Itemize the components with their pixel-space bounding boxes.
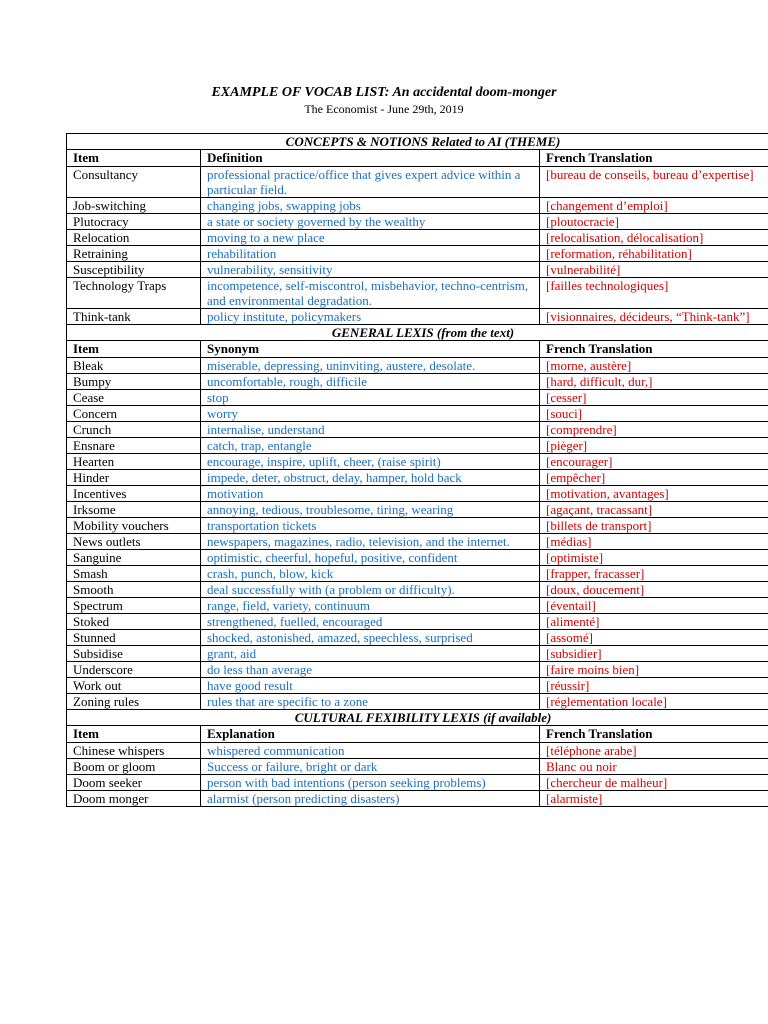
cell-definition: uncomfortable, rough, difficile xyxy=(201,374,540,390)
cell-item: Smooth xyxy=(67,582,201,598)
cell-french: [doux, doucement] xyxy=(540,582,768,598)
column-header-definition: Synonym xyxy=(201,341,540,358)
table-row xyxy=(67,374,768,390)
section-heading-row xyxy=(67,134,768,150)
column-header-french: French Translation xyxy=(540,341,768,358)
cell-item: Incentives xyxy=(67,486,201,502)
cell-definition: range, field, variety, continuum xyxy=(201,598,540,614)
cell-item: Smash xyxy=(67,566,201,582)
table-row xyxy=(67,422,768,438)
table-row xyxy=(67,502,768,518)
table-row xyxy=(67,791,768,807)
table-row xyxy=(67,534,768,550)
cell-french: [alarmiste] xyxy=(540,791,768,807)
table-row xyxy=(67,630,768,646)
cell-definition: rehabilitation xyxy=(201,246,540,262)
cell-french: [réglementation locale] xyxy=(540,694,768,710)
table-row xyxy=(67,470,768,486)
cell-definition: grant, aid xyxy=(201,646,540,662)
cell-definition: stop xyxy=(201,390,540,406)
table-row xyxy=(67,566,768,582)
cell-item: Relocation xyxy=(67,230,201,246)
cell-item: Mobility vouchers xyxy=(67,518,201,534)
table-row xyxy=(67,775,768,791)
cell-definition: shocked, astonished, amazed, speechless, surprised xyxy=(201,630,540,646)
cell-french: [failles technologiques] xyxy=(540,278,768,309)
cell-french: [subsidier] xyxy=(540,646,768,662)
cell-french: [visionnaires, décideurs, “Think-tank”] xyxy=(540,309,768,325)
cell-definition: optimistic, cheerful, hopeful, positive, confident xyxy=(201,550,540,566)
cell-definition: annoying, tedious, troublesome, tiring, wearing xyxy=(201,502,540,518)
cell-definition: strengthened, fuelled, encouraged xyxy=(201,614,540,630)
cell-item: Ensnare xyxy=(67,438,201,454)
cell-item: Irksome xyxy=(67,502,201,518)
cell-definition: crash, punch, blow, kick xyxy=(201,566,540,582)
cell-item: Stoked xyxy=(67,614,201,630)
table-row xyxy=(67,198,768,214)
cell-item: Bleak xyxy=(67,358,201,374)
cell-item: Job-switching xyxy=(67,198,201,214)
cell-french: [faire moins bien] xyxy=(540,662,768,678)
cell-item: News outlets xyxy=(67,534,201,550)
cell-definition: whispered communication xyxy=(201,743,540,759)
cell-definition: person with bad intentions (person seeking problems) xyxy=(201,775,540,791)
cell-item: Susceptibility xyxy=(67,262,201,278)
cell-item: Bumpy xyxy=(67,374,201,390)
section-heading: CONCEPTS & NOTIONS Related to AI (THEME) xyxy=(67,134,768,150)
cell-definition: alarmist (person predicting disasters) xyxy=(201,791,540,807)
cell-french: [relocalisation, délocalisation] xyxy=(540,230,768,246)
column-header-item: Item xyxy=(67,150,201,167)
table-row xyxy=(67,518,768,534)
cell-definition: incompetence, self-miscontrol, misbehavior, techno-centrism, and environmental degradation. xyxy=(201,278,540,309)
cell-definition: deal successfully with (a problem or difficulty). xyxy=(201,582,540,598)
cell-item: Concern xyxy=(67,406,201,422)
table-row xyxy=(67,662,768,678)
cell-french: [comprendre] xyxy=(540,422,768,438)
section-heading: CULTURAL FEXIBILITY LEXIS (if available) xyxy=(67,710,768,726)
cell-french: [bureau de conseils, bureau d’expertise] xyxy=(540,167,768,198)
cell-definition: have good result xyxy=(201,678,540,694)
table-row xyxy=(67,454,768,470)
cell-item: Hearten xyxy=(67,454,201,470)
column-header-definition: Explanation xyxy=(201,726,540,743)
table-row xyxy=(67,390,768,406)
table-row xyxy=(67,167,768,198)
section-heading-row xyxy=(67,325,768,341)
cell-french: [éventail] xyxy=(540,598,768,614)
cell-item: Doom seeker xyxy=(67,775,201,791)
table-row xyxy=(67,743,768,759)
vocab-table xyxy=(66,133,768,807)
cell-french: [motivation, avantages] xyxy=(540,486,768,502)
cell-french: [encourager] xyxy=(540,454,768,470)
page-subtitle: The Economist - June 29th, 2019 xyxy=(304,102,464,116)
table-row xyxy=(67,598,768,614)
cell-french: [vulnerabilité] xyxy=(540,262,768,278)
table-row xyxy=(67,759,768,775)
table-row xyxy=(67,438,768,454)
table-row xyxy=(67,406,768,422)
cell-definition: moving to a new place xyxy=(201,230,540,246)
cell-definition: miserable, depressing, uninviting, austere, desolate. xyxy=(201,358,540,374)
cell-item: Underscore xyxy=(67,662,201,678)
cell-item: Spectrum xyxy=(67,598,201,614)
cell-item: Stunned xyxy=(67,630,201,646)
cell-definition: a state or society governed by the wealthy xyxy=(201,214,540,230)
table-row xyxy=(67,486,768,502)
column-header-french: French Translation xyxy=(540,726,768,743)
cell-item: Hinder xyxy=(67,470,201,486)
cell-french: [alimenté] xyxy=(540,614,768,630)
cell-definition: worry xyxy=(201,406,540,422)
cell-item: Subsidise xyxy=(67,646,201,662)
cell-definition: changing jobs, swapping jobs xyxy=(201,198,540,214)
cell-french: [chercheur de malheur] xyxy=(540,775,768,791)
cell-french: [téléphone arabe] xyxy=(540,743,768,759)
column-header-row xyxy=(67,341,768,358)
cell-french: [réussir] xyxy=(540,678,768,694)
cell-definition: motivation xyxy=(201,486,540,502)
table-row xyxy=(67,262,768,278)
cell-french: [billets de transport] xyxy=(540,518,768,534)
column-header-row xyxy=(67,150,768,167)
cell-french: [morne, austère] xyxy=(540,358,768,374)
cell-french: [souci] xyxy=(540,406,768,422)
cell-item: Consultancy xyxy=(67,167,201,198)
cell-item: Technology Traps xyxy=(67,278,201,309)
cell-french: [médias] xyxy=(540,534,768,550)
cell-definition: rules that are specific to a zone xyxy=(201,694,540,710)
cell-definition: internalise, understand xyxy=(201,422,540,438)
table-row xyxy=(67,582,768,598)
cell-item: Plutocracy xyxy=(67,214,201,230)
table-row xyxy=(67,550,768,566)
cell-french: Blanc ou noir xyxy=(540,759,768,775)
cell-item: Crunch xyxy=(67,422,201,438)
cell-item: Zoning rules xyxy=(67,694,201,710)
column-header-french: French Translation xyxy=(540,150,768,167)
cell-definition: do less than average xyxy=(201,662,540,678)
column-header-definition: Definition xyxy=(201,150,540,167)
table-row xyxy=(67,214,768,230)
cell-french: [changement d’emploi] xyxy=(540,198,768,214)
cell-definition: Success or failure, bright or dark xyxy=(201,759,540,775)
cell-definition: newspapers, magazines, radio, television, and the internet. xyxy=(201,534,540,550)
cell-item: Think-tank xyxy=(67,309,201,325)
cell-item: Work out xyxy=(67,678,201,694)
cell-french: [pièger] xyxy=(540,438,768,454)
cell-item: Cease xyxy=(67,390,201,406)
cell-item: Doom monger xyxy=(67,791,201,807)
table-row xyxy=(67,614,768,630)
cell-definition: transportation tickets xyxy=(201,518,540,534)
cell-french: [assomé] xyxy=(540,630,768,646)
vocab-table-body xyxy=(67,134,768,807)
cell-definition: professional practice/office that gives expert advice within a particular field. xyxy=(201,167,540,198)
table-row xyxy=(67,358,768,374)
cell-french: [agaçant, tracassant] xyxy=(540,502,768,518)
page-title: EXAMPLE OF VOCAB LIST: An accidental doom-monger xyxy=(211,85,557,100)
table-row xyxy=(67,230,768,246)
section-heading: GENERAL LEXIS (from the text) xyxy=(67,325,768,341)
cell-french: [empêcher] xyxy=(540,470,768,486)
cell-item: Sanguine xyxy=(67,550,201,566)
cell-french: [cesser] xyxy=(540,390,768,406)
table-row xyxy=(67,309,768,325)
table-row xyxy=(67,678,768,694)
cell-item: Retraining xyxy=(67,246,201,262)
cell-definition: impede, deter, obstruct, delay, hamper, hold back xyxy=(201,470,540,486)
cell-french: [optimiste] xyxy=(540,550,768,566)
table-row xyxy=(67,646,768,662)
cell-definition: encourage, inspire, uplift, cheer, (raise spirit) xyxy=(201,454,540,470)
column-header-item: Item xyxy=(67,341,201,358)
table-row xyxy=(67,278,768,309)
cell-definition: vulnerability, sensitivity xyxy=(201,262,540,278)
cell-french: [ploutocracie] xyxy=(540,214,768,230)
section-heading-row xyxy=(67,710,768,726)
cell-french: [frapper, fracasser] xyxy=(540,566,768,582)
column-header-row xyxy=(67,726,768,743)
cell-french: [hard, difficult, dur,] xyxy=(540,374,768,390)
table-row xyxy=(67,694,768,710)
cell-item: Chinese whispers xyxy=(67,743,201,759)
cell-item: Boom or gloom xyxy=(67,759,201,775)
column-header-item: Item xyxy=(67,726,201,743)
cell-definition: catch, trap, entangle xyxy=(201,438,540,454)
table-row xyxy=(67,246,768,262)
cell-definition: policy institute, policymakers xyxy=(201,309,540,325)
cell-french: [reformation, réhabilitation] xyxy=(540,246,768,262)
